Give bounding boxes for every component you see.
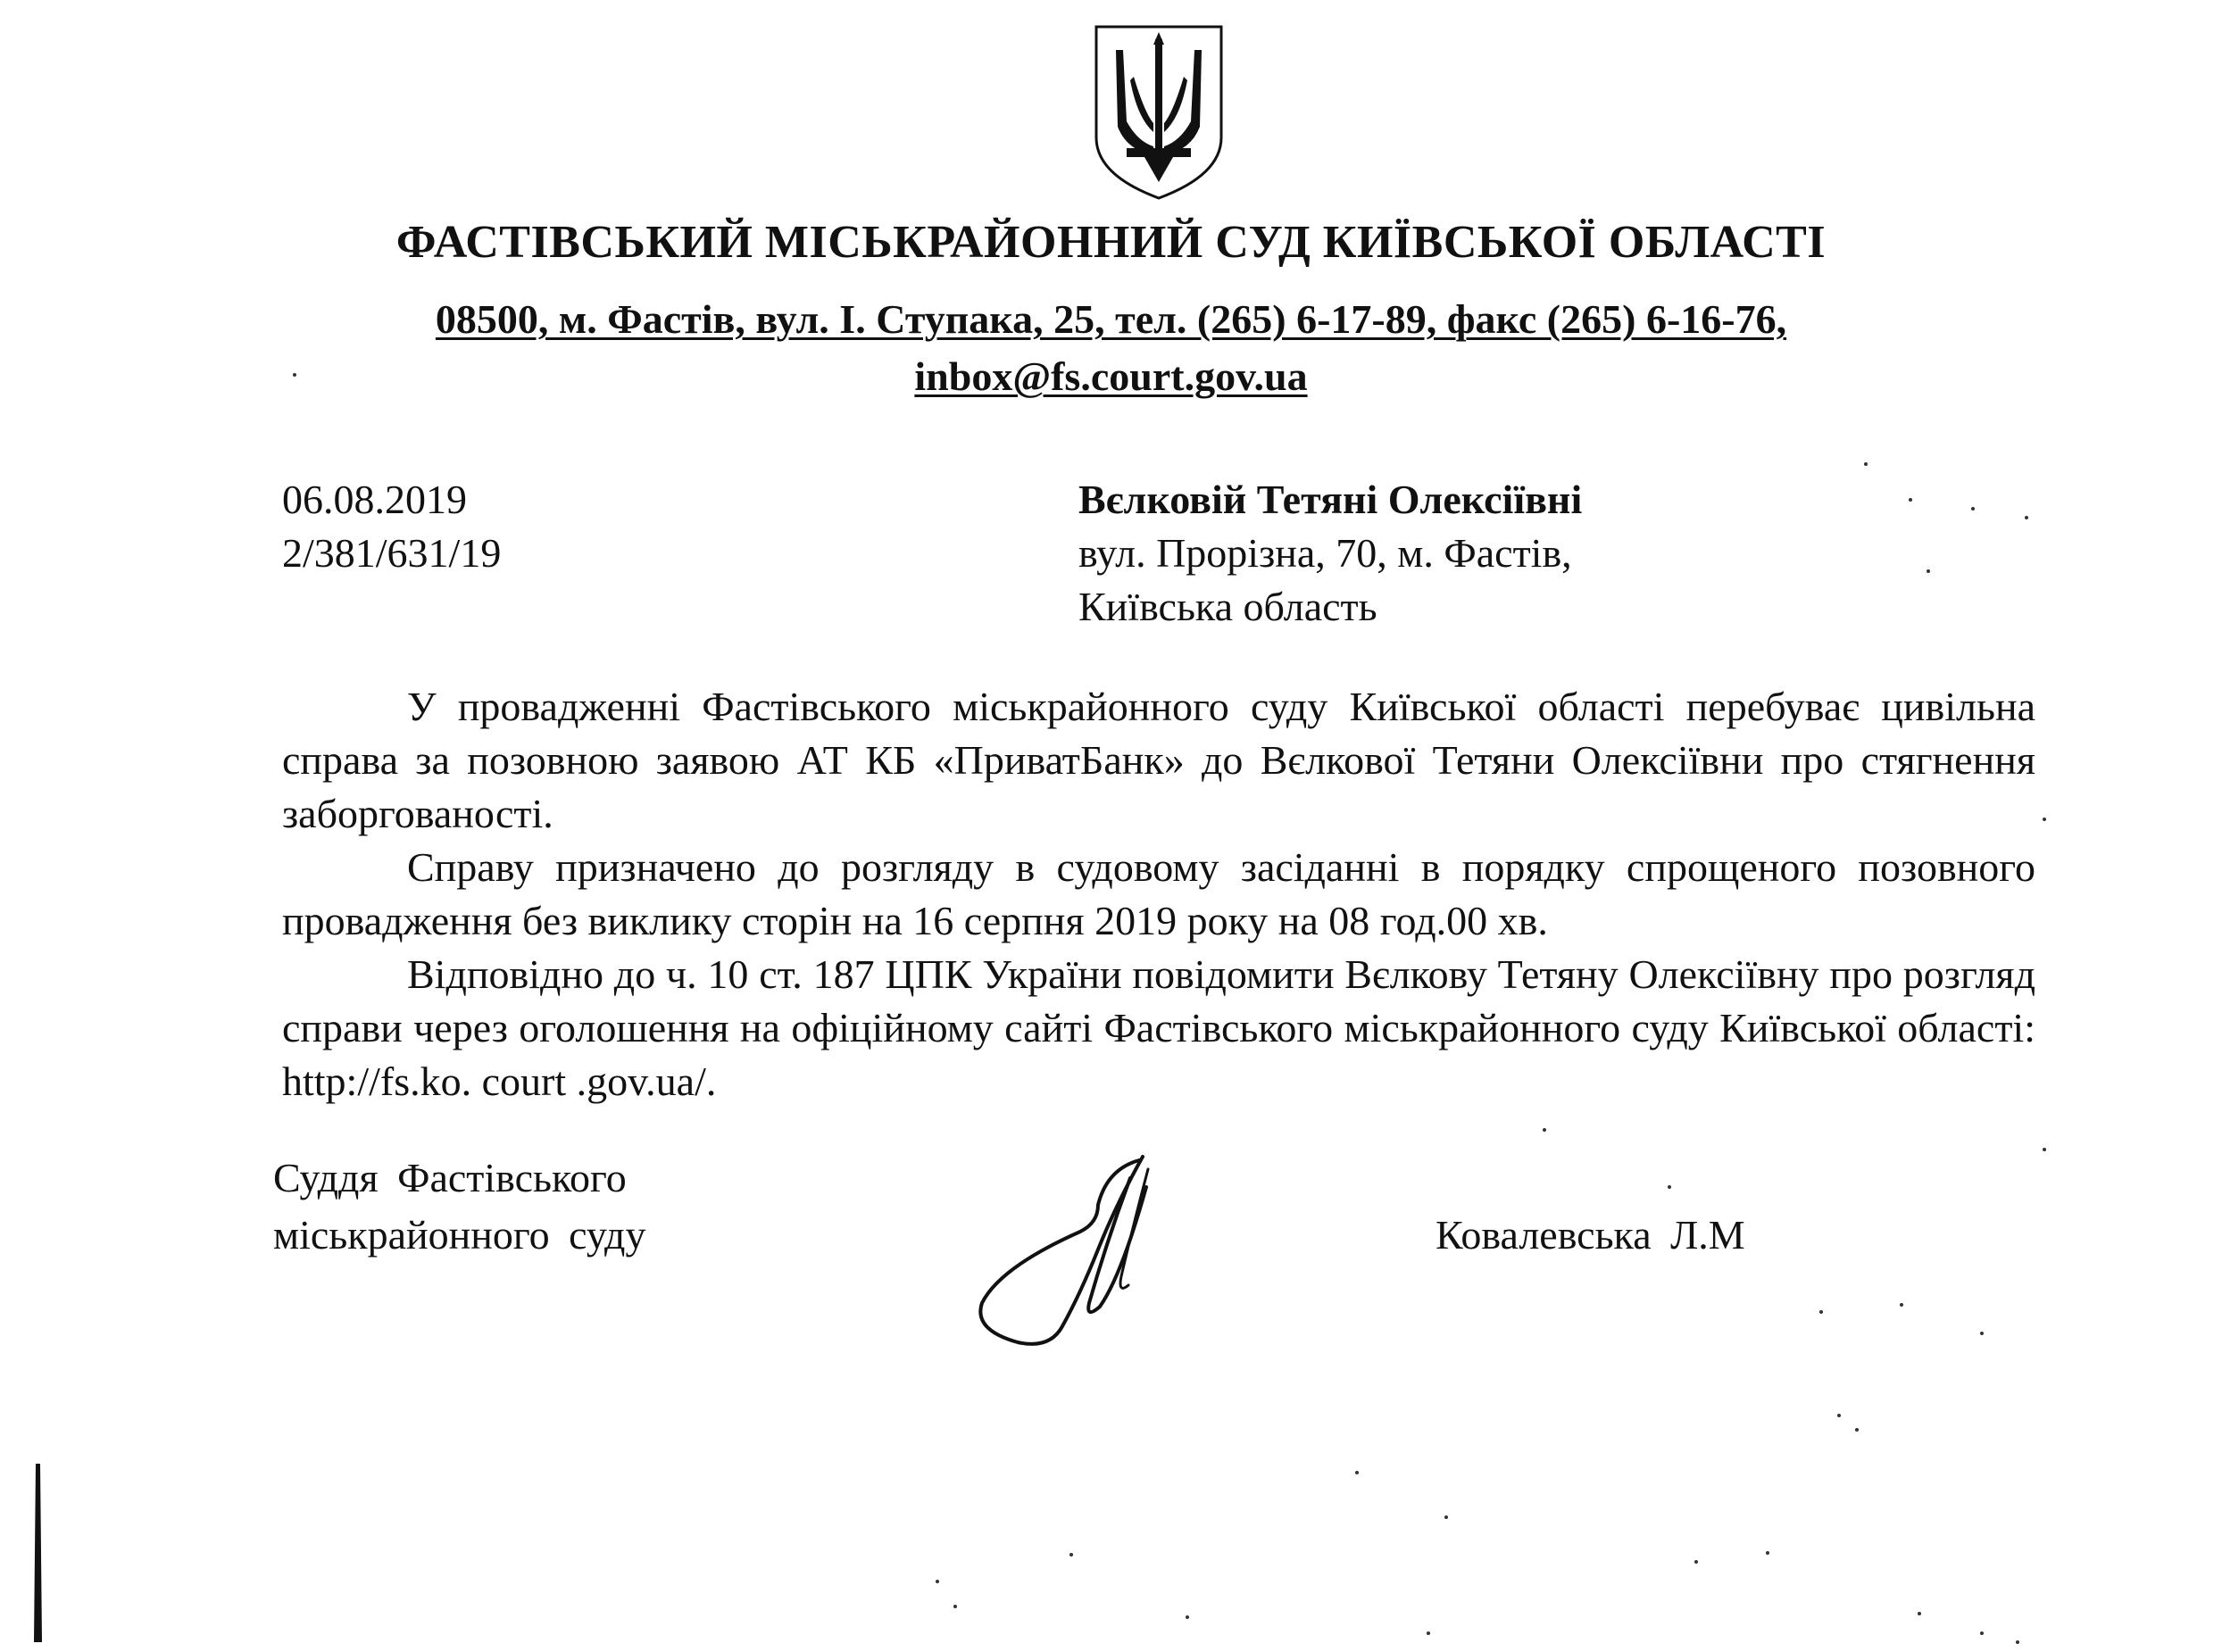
court-email-link[interactable]: inbox@fs.court.gov.ua xyxy=(914,353,1308,399)
signer-title-line2: міськрайонного суду xyxy=(273,1212,646,1258)
scan-margin-mark xyxy=(34,1464,43,1642)
letter-body xyxy=(282,680,2035,1108)
trident-emblem-icon xyxy=(1091,23,1227,202)
case-number: 2/381/631/19 xyxy=(282,530,502,576)
recipient-block xyxy=(1078,473,1582,634)
court-contacts-line: 08500, м. Фастів, вул. І. Ступака, 25, тел. (265) 6-17-89, факс (265) 6-16-76, xyxy=(435,296,1787,342)
handwritten-signature xyxy=(964,1151,1178,1357)
signer-title xyxy=(273,1150,645,1264)
body-paragraph: Відповідно до ч. 10 ст. 187 ЦПК України повідомити Вєлкову Тетяну Олексіївну про розгляд справи через оголошення на офіційному сайті Фастівського міськрайонного суду Київської області: http://fs.ko. court .gov.ua/. xyxy=(282,951,2035,1104)
letter-meta xyxy=(282,473,501,580)
recipient-address-line1: вул. Прорізна, 70, м. Фастів, xyxy=(1078,530,1572,576)
recipient-name: Вєлковій Тетяні Олексіївні xyxy=(1078,477,1583,522)
judge-name: Ковалевська Л.М xyxy=(1436,1212,1745,1258)
letter-date: 06.08.2019 xyxy=(282,477,467,522)
court-name-heading: ФАСТІВСЬКИЙ МІСЬКРАЙОННИЙ СУД КИЇВСЬКОЇ ОБЛАСТІ xyxy=(395,217,1827,268)
body-paragraph: Справу призначено до розгляду в судовому засіданні в порядку спрощеного позовного провадження без виклику сторін на 16 серпня 2019 року на 08 год.00 хв. xyxy=(282,844,2035,943)
recipient-address-line2: Київська область xyxy=(1078,584,1377,629)
signer-title-line1: Суддя Фастівського xyxy=(273,1155,627,1200)
body-paragraph: У провадженні Фастівського міськрайонного суду Київської області перебуває цивільна справа за позовною заявою АТ КБ «ПриватБанк» до Вєлкової Тетяни Олексіївни про стягнення заборгованості. xyxy=(282,684,2035,836)
